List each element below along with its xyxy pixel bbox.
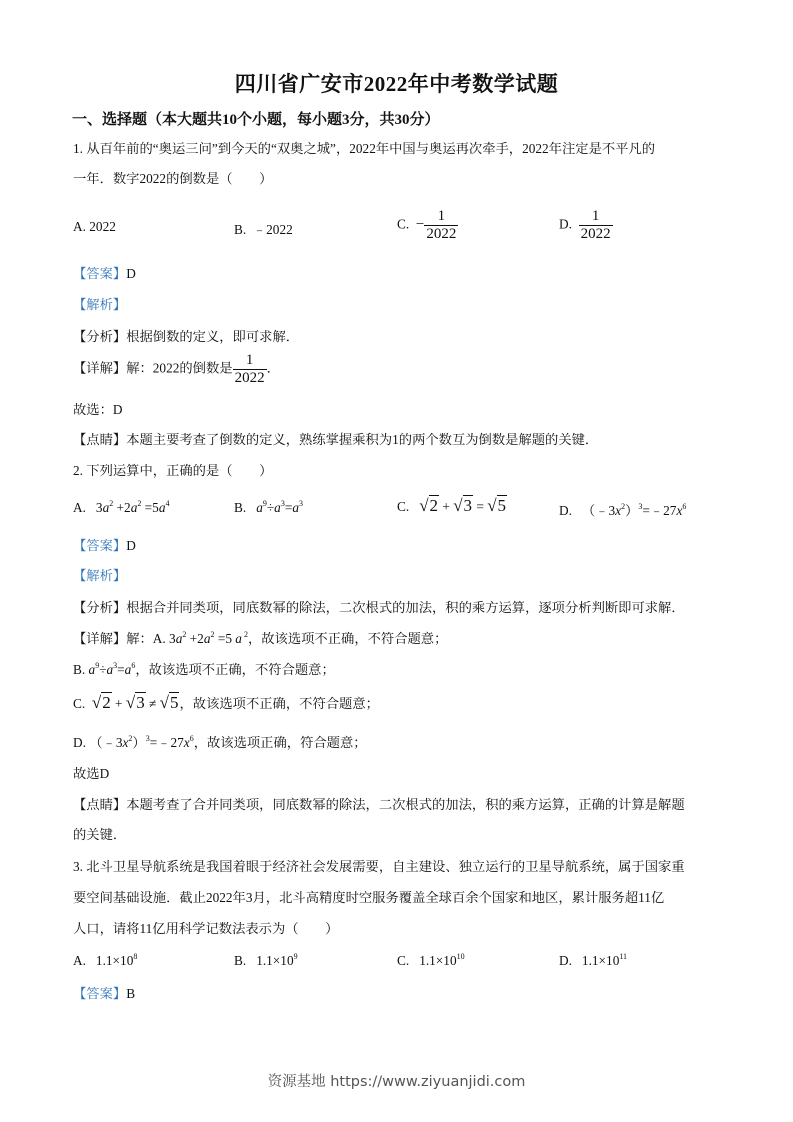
q1-stem-line2: 一年．数字2022的倒数是（ ） (73, 171, 273, 186)
q2-xiangjie-d: D. $(﹣3x^2)^3=﹣27x^6$，故该选项正确，符合题意； (73, 734, 367, 750)
q1-xiangjie: 【详解】解：2022的倒数是 $\frac{1}{2022}$ ． (73, 352, 280, 386)
q2-dianjing-line2: 的关键． (73, 827, 127, 842)
q2-fenxi: 【分析】根据合并同类项，同底数幂的除法，二次根式的加法，积的乘方运算，逐项分析判断即可求解． (73, 600, 685, 615)
q2-xiangjie-b: B. $a^9\div a^3=a^6$，故该选项不正确，不符合题意； (73, 661, 335, 677)
q2-stem: 2. 下列运算中，正确的是（ ） (73, 463, 273, 478)
q1-fenxi: 【分析】根据倒数的定义，即可求解． (73, 329, 300, 344)
q1-conclusion: 故选：D (73, 402, 123, 417)
q1-analysis-label: 【解析】 (73, 297, 127, 312)
section-heading: 一、选择题（本大题共10个小题，每小题3分，共30分） (72, 112, 440, 128)
q1-option-c: C. − $\frac{1}{2022}$ (397, 208, 457, 242)
q1-stem-line1: 1. 从百年前的“奥运三问”到今天的“双奥之城”，2022年中国与奥运再次牵手，2022年注定是不平凡的 (73, 141, 656, 156)
q2-analysis-label: 【解析】 (73, 568, 127, 583)
footer-watermark: 资源基地 https://www.ziyuanjidi.com (267, 1074, 526, 1090)
q2-dianjing-line1: 【点睛】本题考查了合并同类项，同底数幂的除法，二次根式的加法，积的乘方运算，正确的计算是解题 (73, 797, 685, 812)
q1-option-a: A. 2022 (73, 219, 116, 234)
q1-option-b: B. ﹣2022 (234, 222, 293, 237)
q2-xiangjie-a: 【详解】解：A. $3a^2 +2a^2 =5$ a $^2$，故该选项不正确，不符合题意； (73, 630, 448, 646)
fraction: $\frac{1}{2022}$ (426, 208, 457, 242)
q2-option-d: D. $(﹣3x^2)^3=﹣27x^6$ (559, 502, 687, 518)
q2-option-a: A. $3a^2 +2a^2 =5a^4$ (73, 499, 170, 515)
q2-xiangjie-c: C. √2 + √3 ≠ √5，故该选项不正确，不符合题意； (73, 693, 379, 712)
q1-dianjing: 【点睛】本题主要考查了倒数的定义，熟练掌握乘积为1的两个数互为倒数是解题的关键． (73, 432, 599, 447)
q1-option-d: D. $\frac{1}{2022}$ (559, 208, 611, 242)
q2-option-c: C. √2 + √3 = √5 (397, 496, 507, 515)
fraction: $\frac{1}{2022}$ (234, 352, 265, 386)
q3-stem-line3: 人口，请将11亿用科学记数法表示为（ ） (73, 921, 339, 936)
page-title: 四川省广安市2022年中考数学试题 (234, 72, 559, 96)
q3-stem-line1: 3. 北斗卫星导航系统是我国着眼于经济社会发展需要，自主建设、独立运行的卫星导航系统，属于国家重 (73, 859, 685, 874)
q2-answer: 【答案】D (73, 538, 136, 553)
q2-conclusion: 故选D (73, 766, 110, 781)
q3-answer: 【答案】B (73, 986, 136, 1001)
q3-stem-line2: 要空间基础设施．截止2022年3月，北斗高精度时空服务覆盖全球百余个国家和地区，累计服务超11亿 (73, 890, 665, 905)
q1-answer: 【答案】D (73, 266, 136, 281)
q3-option-c: C. $1.1\times 10^{10}$ (397, 952, 465, 968)
q3-option-a: A. $1.1\times 10^8$ (73, 952, 138, 968)
q3-option-b: B. $1.1\times 10^9$ (234, 952, 298, 968)
q2-option-b: B. $a^9\div a^3=a^3$ (234, 499, 303, 515)
q3-option-d: D. $1.1\times 10^{11}$ (559, 952, 628, 968)
fraction: $\frac{1}{2022}$ (580, 208, 611, 242)
